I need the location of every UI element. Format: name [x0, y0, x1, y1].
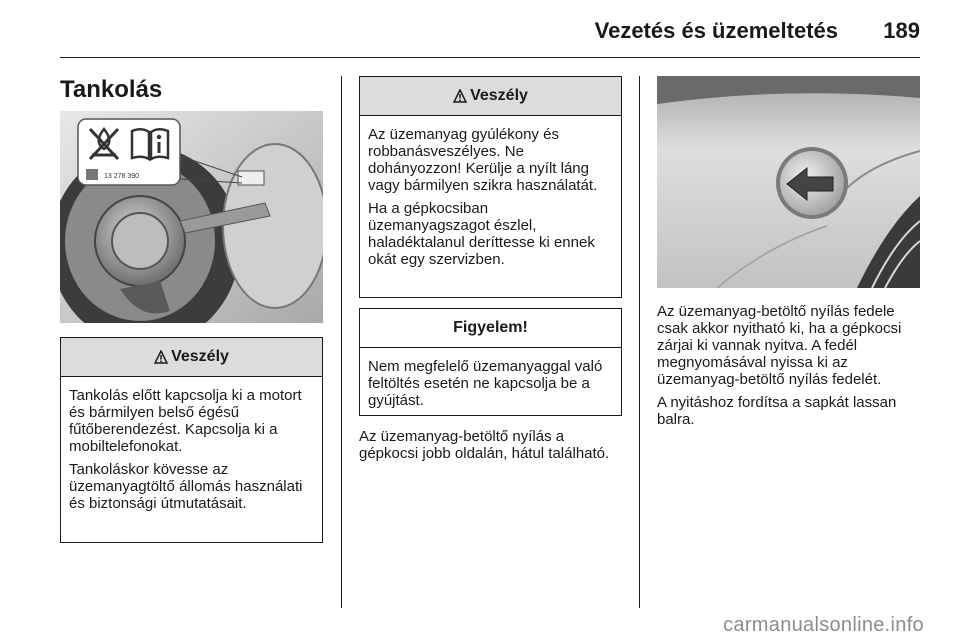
caution-box-text: Nem megfelelő üzemanyaggal való feltöltés esetén ne kapcsolja be a gyújtást.	[368, 358, 603, 409]
fuel-flap-photo	[657, 76, 920, 288]
fuel-flap-location-paragraph: Az üzemanyag-betöltő nyílás a gépkocsi jobb oldalán, hátul található.	[359, 428, 610, 462]
column-divider-right	[639, 76, 640, 608]
danger-box-2-heading	[360, 77, 621, 116]
danger-box-2-text-1: Az üzemanyag gyúlékony és robbanásveszélyes. Ne dohányozzon! Kerülje a nyílt láng vagy bármilyen szikra használatát.	[368, 126, 598, 194]
danger-box-1-body	[61, 377, 322, 512]
danger-box-2	[359, 76, 622, 298]
danger-box-1-text-2: Tankoláskor kövesse az üzemanyagtöltő állomás használati és biztonsági útmutatásait.	[69, 461, 303, 512]
watermark: carmanualsonline.info	[723, 614, 924, 636]
header-title: Vezetés és üzemeltetés	[594, 18, 838, 43]
danger-box-2-body	[360, 116, 621, 268]
fuel-flap-instructions-2: A nyitáshoz fordítsa a sapkát lassan balra.	[657, 394, 897, 428]
danger-box-2-title: Veszély	[470, 87, 528, 104]
page-header	[60, 0, 920, 58]
danger-box-1-heading	[61, 338, 322, 377]
section-title: Tankolás	[60, 76, 163, 103]
fuel-flap-instructions-1: Az üzemanyag-betöltő nyílás fedele csak akkor nyitható ki, ha a gépkocsi zárjai ki vannak nyitva. A fedél megnyomásával nyissa ki az üzemanyag-betöltő nyílás fedelét.	[657, 303, 902, 388]
caution-box	[359, 308, 622, 416]
column-divider-left	[341, 76, 342, 608]
manual-info-icon	[128, 125, 172, 163]
danger-box-1-text-1: Tankolás előtt kapcsolja ki a motort és bármilyen belső égésű fűtőberendezést. Kapcsolja ki a mobiltelefonokat.	[69, 387, 302, 455]
fuel-flap-location-text	[359, 428, 627, 468]
fuel-flap-instructions	[657, 303, 923, 434]
warning-triangle-icon	[154, 350, 168, 364]
warning-triangle-icon	[453, 89, 467, 103]
danger-box-1	[60, 337, 323, 543]
caution-box-heading: Figyelem!	[360, 309, 621, 348]
arrow-left-icon	[785, 166, 837, 202]
fuel-cap-photo	[60, 111, 323, 323]
no-open-flame-icon	[86, 125, 122, 163]
danger-box-1-title: Veszély	[171, 348, 229, 365]
caution-box-body	[360, 348, 621, 409]
page-number: 189	[883, 18, 920, 43]
danger-box-2-text-2: Ha a gépkocsiban üzemanyagszagot észlel, haladéktalanul deríttesse ki ennek okát egy szervizben.	[368, 200, 595, 268]
label-code: 13 278 390	[104, 173, 140, 180]
